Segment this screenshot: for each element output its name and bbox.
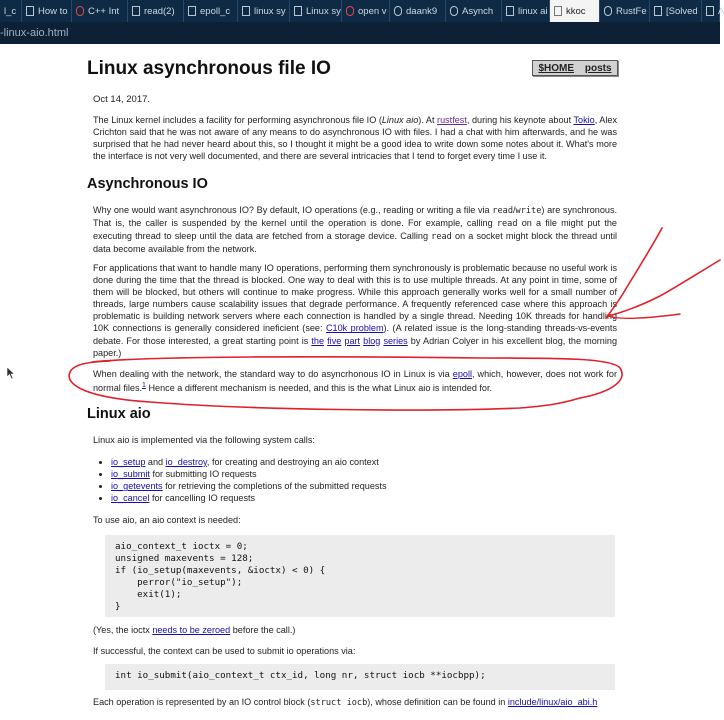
text: Why one would want asynchronous IO? By default, IO operations (e.g., reading or writing a file via (93, 205, 493, 215)
io-destroy-link[interactable]: io_destroy (165, 457, 207, 467)
site-nav (532, 60, 618, 76)
text: for submitting IO requests (149, 469, 257, 480)
tab-label: daank9 (406, 5, 438, 17)
text: by Adrian Colyer in his excellent blog, the morning paper.) (93, 335, 617, 358)
list-item (111, 480, 387, 492)
zeroed-note (93, 624, 617, 636)
footnote-link[interactable]: 1 (142, 382, 146, 390)
tab[interactable] (22, 0, 72, 22)
tab[interactable] (290, 0, 342, 22)
page-icon (554, 6, 562, 16)
link-five[interactable]: five (327, 335, 342, 346)
text: on a socket might block the thread until data become available from the network. (93, 231, 617, 255)
tab-label: read(2) (144, 5, 175, 17)
syscall-list (93, 456, 387, 504)
epoll-link[interactable]: epoll (452, 369, 472, 379)
browser-tab-bar (0, 0, 724, 22)
mouse-cursor-icon (6, 366, 16, 380)
tab-label: RustFe (616, 5, 647, 17)
tab[interactable] (446, 0, 502, 22)
tab-label: C++ Int (88, 5, 120, 17)
tab[interactable] (184, 0, 238, 22)
inline-code: write (515, 206, 542, 216)
text: , for creating and destroying an aio context (206, 457, 379, 467)
tab-label: Asynch (462, 5, 494, 17)
text: For applications that want to handle many IO operations, performing them synchronously is problematic because no useful work is done during the time that the thread is blocked. One way to deal with this is to use multiple threads. At any point in time, some of them will be blocked, but others will continue to make progress. While this approach generally works well for a small number of threads, large numbers cause scalability issues that degrade performance. A frequently referenced case where this approach is problematic is building network servers where each connection is handled by a single thread. Needing 10K threads for handling 10K connections is generally considered ineficient (see: (93, 263, 617, 334)
tab[interactable] (390, 0, 446, 22)
tab-label: kkoc (566, 5, 586, 17)
inline-code: struct iocb (310, 698, 368, 708)
page-title: Linux asynchronous file IO (87, 58, 331, 79)
link-series[interactable]: series (383, 335, 408, 346)
io-submit-link[interactable]: io_submit (111, 469, 150, 480)
text: ). At (418, 115, 438, 125)
list-item (111, 456, 387, 468)
text: on a file might put the executing thread to sleep until the data are fetched from a storage device. Calling (93, 218, 617, 242)
cpp-site-icon (76, 6, 84, 16)
page-icon (132, 6, 140, 16)
text: ) are synchronous. That is, the caller is suspended by the kernel until the operation is done. For example, calling (93, 205, 618, 229)
wordpress-icon (450, 6, 458, 16)
heading-linux-aio: Linux aio (87, 406, 151, 422)
tab[interactable] (600, 0, 650, 22)
list-item (111, 468, 387, 480)
aio-abi-link[interactable]: include/linux/aio_abi.h (507, 697, 598, 707)
tab-active[interactable] (550, 0, 600, 22)
link-the[interactable]: the (311, 335, 325, 346)
tokio-link[interactable]: Tokio (573, 115, 595, 125)
tab-label: linux sy (254, 5, 286, 17)
tab-label: [Solved (666, 5, 698, 17)
code-block-io-setup: aio_context_t ioctx = 0; unsigned maxevents = 128; if (io_setup(maxevents, &ioctx) < 0) { perror("io_setup"); exit(1); } (105, 535, 615, 617)
heading-asynchronous-io: Asynchronous IO (87, 176, 208, 192)
rustfest-link[interactable]: rustfest (437, 115, 467, 125)
io-setup-link[interactable]: io_setup (111, 457, 146, 467)
tab-label: l_c (4, 5, 17, 17)
page-icon (654, 6, 662, 16)
to-use-paragraph: To use aio, an aio context is needed: (93, 515, 241, 525)
iocb-paragraph (93, 696, 617, 709)
tab-label: linux ai (518, 5, 548, 17)
text: ), whose definition can be found in (367, 697, 508, 707)
inline-code: read (492, 206, 513, 216)
link-part[interactable]: part (344, 335, 361, 346)
c10k-link[interactable]: C10k problem (325, 323, 384, 334)
posts-link[interactable]: posts (584, 62, 612, 74)
io-getevents-link[interactable]: io_getevents (111, 481, 163, 492)
text: The Linux kernel includes a facility for performing asynchronous file IO ( (93, 115, 382, 125)
intro-paragraph (93, 114, 617, 162)
tab[interactable] (342, 0, 390, 22)
page-icon (506, 6, 514, 16)
site-icon (346, 6, 354, 16)
text: and (145, 457, 166, 467)
tab[interactable] (650, 0, 702, 22)
text: for retrieving the completions of the submitted requests (162, 481, 387, 492)
tab[interactable] (128, 0, 184, 22)
inline-code: read (496, 219, 518, 230)
text: (Yes, the ioctx (93, 625, 153, 635)
page-content (0, 44, 720, 720)
text-emphasis: Linux aio (381, 115, 419, 125)
post-date: Oct 14, 2017. (93, 94, 151, 105)
page-icon (26, 6, 34, 16)
text: Hence a different mechanism is needed, and this is the what Linux aio is intended for. (145, 383, 493, 394)
io-cancel-link[interactable]: io_cancel (111, 493, 150, 504)
text: Each operation is represented by an IO control block ( (93, 697, 311, 707)
text: / (513, 205, 516, 215)
network-paragraph (93, 368, 617, 394)
github-icon (394, 6, 402, 16)
tab-label: How to (38, 5, 68, 17)
tab[interactable] (502, 0, 550, 22)
text: , during his keynote about (466, 115, 574, 125)
code-block-io-submit: int io_submit(aio_context_t ctx_id, long nr, struct iocb **iocbpp); (105, 664, 615, 690)
inline-code: read (431, 232, 452, 243)
text: ). (A related issue is the long-standing threads-vs-events debate. For those interested, a great starting point is (93, 323, 617, 346)
tab[interactable] (702, 0, 724, 22)
text: , which, however, does not work for normal files. (93, 369, 617, 394)
text: before the call.) (230, 625, 296, 635)
tab-label: Linux sy (306, 5, 341, 17)
async-paragraph (93, 204, 617, 255)
many-io-paragraph (93, 262, 617, 359)
list-item (111, 492, 387, 504)
tab[interactable] (238, 0, 290, 22)
page-icon (706, 6, 714, 16)
needs-zeroed-link[interactable]: needs to be zeroed (152, 625, 231, 635)
syscalls-intro: Linux aio is implemented via the following system calls: (93, 435, 315, 445)
tab-label: A (718, 5, 724, 17)
url-text: -linux-aio.html (0, 27, 69, 39)
page-icon (188, 6, 196, 16)
tab-label: epoll_c (200, 5, 231, 17)
rust-icon (604, 6, 612, 16)
tab-label: open v (358, 5, 387, 17)
grid-icon (242, 6, 250, 16)
if-successful-paragraph: If successful, the context can be used to submit io operations via: (93, 646, 356, 656)
text: When dealing with the network, the standard way to do asyncrhonous IO in Linux is via (93, 369, 453, 379)
home-link[interactable]: $HOME (538, 62, 574, 74)
link-blog[interactable]: blog (363, 335, 381, 346)
tab[interactable] (72, 0, 128, 22)
text: for cancelling IO requests (149, 493, 256, 504)
tab[interactable] (0, 0, 22, 22)
page-icon (294, 6, 302, 16)
address-bar[interactable] (0, 22, 720, 44)
text: , Alex Crichton said that he was not aware of any means to do asynchronous IO with files. I had a chat with him afterwards, and he was surprised that he had never heard about this, so I thought it might be a good idea to write down some notes about it. What's more the interface is not very well documented, and there are several intricacies that I tend to forget every time I use it. (93, 115, 617, 162)
